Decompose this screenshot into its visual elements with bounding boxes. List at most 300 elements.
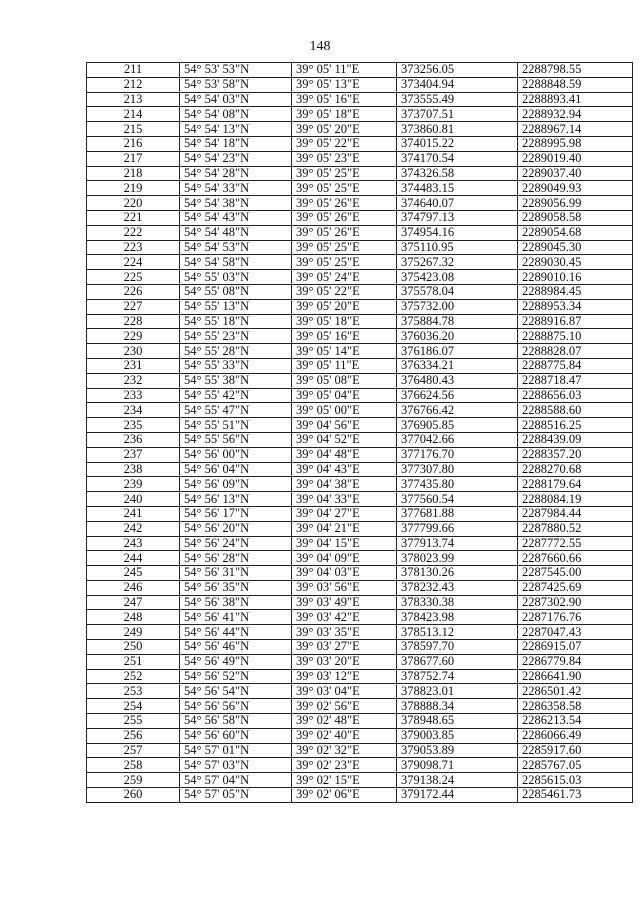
longitude-cell: 39° 04' 09"E bbox=[292, 551, 397, 566]
table-row bbox=[87, 551, 633, 566]
longitude-cell: 39° 04' 43"E bbox=[292, 462, 397, 477]
longitude-cell: 39° 05' 25"E bbox=[292, 166, 397, 181]
longitude-cell: 39° 05' 11"E bbox=[292, 63, 397, 78]
x-coordinate-cell: 377176.70 bbox=[397, 447, 518, 462]
table-row bbox=[87, 358, 633, 373]
table-row bbox=[87, 610, 633, 625]
x-coordinate-cell: 375732.00 bbox=[397, 299, 518, 314]
x-coordinate-cell: 379098.71 bbox=[397, 758, 518, 773]
longitude-cell: 39° 05' 14"E bbox=[292, 344, 397, 359]
x-coordinate-cell: 378130.26 bbox=[397, 566, 518, 581]
latitude-cell: 54° 55' 23"N bbox=[180, 329, 292, 344]
latitude-cell: 54° 56' 44"N bbox=[180, 625, 292, 640]
point-number-cell: 229 bbox=[87, 329, 180, 344]
y-coordinate-cell: 2288588.60 bbox=[518, 403, 633, 418]
y-coordinate-cell: 2288828.07 bbox=[518, 344, 633, 359]
x-coordinate-cell: 378513.12 bbox=[397, 625, 518, 640]
latitude-cell: 54° 56' 35"N bbox=[180, 580, 292, 595]
longitude-cell: 39° 05' 13"E bbox=[292, 77, 397, 92]
latitude-cell: 54° 55' 47"N bbox=[180, 403, 292, 418]
table-row bbox=[87, 255, 633, 270]
x-coordinate-cell: 377681.88 bbox=[397, 506, 518, 521]
x-coordinate-cell: 374170.54 bbox=[397, 151, 518, 166]
point-number-cell: 235 bbox=[87, 418, 180, 433]
y-coordinate-cell: 2287984.44 bbox=[518, 506, 633, 521]
longitude-cell: 39° 04' 27"E bbox=[292, 506, 397, 521]
latitude-cell: 54° 57' 01"N bbox=[180, 743, 292, 758]
latitude-cell: 54° 53' 58"N bbox=[180, 77, 292, 92]
longitude-cell: 39° 05' 20"E bbox=[292, 122, 397, 137]
x-coordinate-cell: 378023.99 bbox=[397, 551, 518, 566]
table-row bbox=[87, 521, 633, 536]
longitude-cell: 39° 02' 06"E bbox=[292, 788, 397, 803]
table-row bbox=[87, 344, 633, 359]
point-number-cell: 218 bbox=[87, 166, 180, 181]
latitude-cell: 54° 56' 00"N bbox=[180, 447, 292, 462]
longitude-cell: 39° 05' 16"E bbox=[292, 92, 397, 107]
table-row bbox=[87, 595, 633, 610]
latitude-cell: 54° 54' 43"N bbox=[180, 210, 292, 225]
longitude-cell: 39° 03' 20"E bbox=[292, 654, 397, 669]
longitude-cell: 39° 05' 23"E bbox=[292, 151, 397, 166]
point-number-cell: 222 bbox=[87, 225, 180, 240]
y-coordinate-cell: 2287425.69 bbox=[518, 580, 633, 595]
x-coordinate-cell: 375110.95 bbox=[397, 240, 518, 255]
point-number-cell: 227 bbox=[87, 299, 180, 314]
point-number-cell: 225 bbox=[87, 270, 180, 285]
point-number-cell: 217 bbox=[87, 151, 180, 166]
table-row bbox=[87, 210, 633, 225]
table-row bbox=[87, 462, 633, 477]
latitude-cell: 54° 56' 60"N bbox=[180, 728, 292, 743]
table-row bbox=[87, 314, 633, 329]
longitude-cell: 39° 05' 26"E bbox=[292, 196, 397, 211]
x-coordinate-cell: 377435.80 bbox=[397, 477, 518, 492]
latitude-cell: 54° 56' 38"N bbox=[180, 595, 292, 610]
y-coordinate-cell: 2289030.45 bbox=[518, 255, 633, 270]
x-coordinate-cell: 376480.43 bbox=[397, 373, 518, 388]
y-coordinate-cell: 2289010.16 bbox=[518, 270, 633, 285]
point-number-cell: 211 bbox=[87, 63, 180, 78]
table-row bbox=[87, 477, 633, 492]
x-coordinate-cell: 374015.22 bbox=[397, 136, 518, 151]
table-row bbox=[87, 788, 633, 803]
longitude-cell: 39° 05' 18"E bbox=[292, 314, 397, 329]
longitude-cell: 39° 05' 25"E bbox=[292, 255, 397, 270]
longitude-cell: 39° 05' 22"E bbox=[292, 136, 397, 151]
longitude-cell: 39° 03' 56"E bbox=[292, 580, 397, 595]
longitude-cell: 39° 05' 00"E bbox=[292, 403, 397, 418]
y-coordinate-cell: 2288848.59 bbox=[518, 77, 633, 92]
y-coordinate-cell: 2286358.58 bbox=[518, 699, 633, 714]
table-row bbox=[87, 743, 633, 758]
latitude-cell: 54° 56' 13"N bbox=[180, 492, 292, 507]
point-number-cell: 253 bbox=[87, 684, 180, 699]
x-coordinate-cell: 375578.04 bbox=[397, 284, 518, 299]
point-number-cell: 238 bbox=[87, 462, 180, 477]
point-number-cell: 236 bbox=[87, 432, 180, 447]
x-coordinate-cell: 378423.98 bbox=[397, 610, 518, 625]
point-number-cell: 260 bbox=[87, 788, 180, 803]
latitude-cell: 54° 56' 54"N bbox=[180, 684, 292, 699]
x-coordinate-cell: 377913.74 bbox=[397, 536, 518, 551]
table-row bbox=[87, 373, 633, 388]
table-row bbox=[87, 625, 633, 640]
latitude-cell: 54° 56' 56"N bbox=[180, 699, 292, 714]
point-number-cell: 220 bbox=[87, 196, 180, 211]
point-number-cell: 216 bbox=[87, 136, 180, 151]
point-number-cell: 240 bbox=[87, 492, 180, 507]
point-number-cell: 233 bbox=[87, 388, 180, 403]
point-number-cell: 244 bbox=[87, 551, 180, 566]
y-coordinate-cell: 2289054.68 bbox=[518, 225, 633, 240]
x-coordinate-cell: 376334.21 bbox=[397, 358, 518, 373]
longitude-cell: 39° 02' 32"E bbox=[292, 743, 397, 758]
table-row bbox=[87, 270, 633, 285]
longitude-cell: 39° 03' 42"E bbox=[292, 610, 397, 625]
table-row bbox=[87, 329, 633, 344]
y-coordinate-cell: 2288516.25 bbox=[518, 418, 633, 433]
table-row bbox=[87, 580, 633, 595]
x-coordinate-cell: 376624.56 bbox=[397, 388, 518, 403]
y-coordinate-cell: 2288967.14 bbox=[518, 122, 633, 137]
longitude-cell: 39° 04' 03"E bbox=[292, 566, 397, 581]
y-coordinate-cell: 2286213.54 bbox=[518, 714, 633, 729]
table-row bbox=[87, 151, 633, 166]
y-coordinate-cell: 2288875.10 bbox=[518, 329, 633, 344]
table-row bbox=[87, 447, 633, 462]
table-row bbox=[87, 714, 633, 729]
x-coordinate-cell: 374797.13 bbox=[397, 210, 518, 225]
x-coordinate-cell: 375884.78 bbox=[397, 314, 518, 329]
y-coordinate-cell: 2287772.55 bbox=[518, 536, 633, 551]
y-coordinate-cell: 2288439.09 bbox=[518, 432, 633, 447]
y-coordinate-cell: 2288179.64 bbox=[518, 477, 633, 492]
point-number-cell: 254 bbox=[87, 699, 180, 714]
longitude-cell: 39° 05' 18"E bbox=[292, 107, 397, 122]
y-coordinate-cell: 2285615.03 bbox=[518, 773, 633, 788]
point-number-cell: 213 bbox=[87, 92, 180, 107]
y-coordinate-cell: 2285767.05 bbox=[518, 758, 633, 773]
coordinates-table bbox=[86, 62, 633, 803]
table-row bbox=[87, 92, 633, 107]
latitude-cell: 54° 54' 33"N bbox=[180, 181, 292, 196]
y-coordinate-cell: 2289037.40 bbox=[518, 166, 633, 181]
longitude-cell: 39° 03' 27"E bbox=[292, 640, 397, 655]
x-coordinate-cell: 378232.43 bbox=[397, 580, 518, 595]
table-row bbox=[87, 654, 633, 669]
longitude-cell: 39° 05' 25"E bbox=[292, 181, 397, 196]
point-number-cell: 223 bbox=[87, 240, 180, 255]
point-number-cell: 228 bbox=[87, 314, 180, 329]
latitude-cell: 54° 56' 41"N bbox=[180, 610, 292, 625]
latitude-cell: 54° 55' 28"N bbox=[180, 344, 292, 359]
longitude-cell: 39° 02' 48"E bbox=[292, 714, 397, 729]
longitude-cell: 39° 05' 08"E bbox=[292, 373, 397, 388]
table-row bbox=[87, 669, 633, 684]
y-coordinate-cell: 2288357.20 bbox=[518, 447, 633, 462]
x-coordinate-cell: 379053.89 bbox=[397, 743, 518, 758]
table-row bbox=[87, 166, 633, 181]
longitude-cell: 39° 05' 24"E bbox=[292, 270, 397, 285]
point-number-cell: 242 bbox=[87, 521, 180, 536]
point-number-cell: 219 bbox=[87, 181, 180, 196]
x-coordinate-cell: 373256.05 bbox=[397, 63, 518, 78]
latitude-cell: 54° 55' 38"N bbox=[180, 373, 292, 388]
point-number-cell: 258 bbox=[87, 758, 180, 773]
x-coordinate-cell: 376186.07 bbox=[397, 344, 518, 359]
y-coordinate-cell: 2288798.55 bbox=[518, 63, 633, 78]
latitude-cell: 54° 54' 38"N bbox=[180, 196, 292, 211]
longitude-cell: 39° 03' 04"E bbox=[292, 684, 397, 699]
longitude-cell: 39° 05' 25"E bbox=[292, 240, 397, 255]
x-coordinate-cell: 378597.70 bbox=[397, 640, 518, 655]
point-number-cell: 252 bbox=[87, 669, 180, 684]
x-coordinate-cell: 378677.60 bbox=[397, 654, 518, 669]
point-number-cell: 259 bbox=[87, 773, 180, 788]
y-coordinate-cell: 2289019.40 bbox=[518, 151, 633, 166]
x-coordinate-cell: 376766.42 bbox=[397, 403, 518, 418]
latitude-cell: 54° 56' 28"N bbox=[180, 551, 292, 566]
coordinates-table-body bbox=[87, 63, 633, 803]
y-coordinate-cell: 2287880.52 bbox=[518, 521, 633, 536]
point-number-cell: 245 bbox=[87, 566, 180, 581]
point-number-cell: 230 bbox=[87, 344, 180, 359]
y-coordinate-cell: 2288084.19 bbox=[518, 492, 633, 507]
y-coordinate-cell: 2285461.73 bbox=[518, 788, 633, 803]
x-coordinate-cell: 378948.65 bbox=[397, 714, 518, 729]
x-coordinate-cell: 379172.44 bbox=[397, 788, 518, 803]
table-row bbox=[87, 492, 633, 507]
latitude-cell: 54° 57' 05"N bbox=[180, 788, 292, 803]
y-coordinate-cell: 2285917.60 bbox=[518, 743, 633, 758]
x-coordinate-cell: 375267.32 bbox=[397, 255, 518, 270]
x-coordinate-cell: 373707.51 bbox=[397, 107, 518, 122]
x-coordinate-cell: 373555.49 bbox=[397, 92, 518, 107]
point-number-cell: 212 bbox=[87, 77, 180, 92]
latitude-cell: 54° 54' 03"N bbox=[180, 92, 292, 107]
point-number-cell: 249 bbox=[87, 625, 180, 640]
point-number-cell: 232 bbox=[87, 373, 180, 388]
point-number-cell: 226 bbox=[87, 284, 180, 299]
y-coordinate-cell: 2287545.00 bbox=[518, 566, 633, 581]
longitude-cell: 39° 02' 15"E bbox=[292, 773, 397, 788]
latitude-cell: 54° 54' 18"N bbox=[180, 136, 292, 151]
longitude-cell: 39° 05' 11"E bbox=[292, 358, 397, 373]
y-coordinate-cell: 2286501.42 bbox=[518, 684, 633, 699]
latitude-cell: 54° 55' 42"N bbox=[180, 388, 292, 403]
longitude-cell: 39° 04' 21"E bbox=[292, 521, 397, 536]
latitude-cell: 54° 56' 17"N bbox=[180, 506, 292, 521]
latitude-cell: 54° 56' 31"N bbox=[180, 566, 292, 581]
point-number-cell: 255 bbox=[87, 714, 180, 729]
y-coordinate-cell: 2288984.45 bbox=[518, 284, 633, 299]
y-coordinate-cell: 2286779.84 bbox=[518, 654, 633, 669]
y-coordinate-cell: 2286915.07 bbox=[518, 640, 633, 655]
table-row bbox=[87, 181, 633, 196]
x-coordinate-cell: 374954.16 bbox=[397, 225, 518, 240]
x-coordinate-cell: 378330.38 bbox=[397, 595, 518, 610]
latitude-cell: 54° 56' 49"N bbox=[180, 654, 292, 669]
x-coordinate-cell: 374483.15 bbox=[397, 181, 518, 196]
x-coordinate-cell: 377307.80 bbox=[397, 462, 518, 477]
table-row bbox=[87, 640, 633, 655]
page-number: 148 bbox=[309, 39, 331, 54]
y-coordinate-cell: 2288775.84 bbox=[518, 358, 633, 373]
longitude-cell: 39° 05' 16"E bbox=[292, 329, 397, 344]
latitude-cell: 54° 53' 53"N bbox=[180, 63, 292, 78]
latitude-cell: 54° 56' 52"N bbox=[180, 669, 292, 684]
y-coordinate-cell: 2288270.68 bbox=[518, 462, 633, 477]
latitude-cell: 54° 54' 23"N bbox=[180, 151, 292, 166]
y-coordinate-cell: 2288916.87 bbox=[518, 314, 633, 329]
point-number-cell: 247 bbox=[87, 595, 180, 610]
longitude-cell: 39° 02' 23"E bbox=[292, 758, 397, 773]
point-number-cell: 239 bbox=[87, 477, 180, 492]
latitude-cell: 54° 57' 04"N bbox=[180, 773, 292, 788]
longitude-cell: 39° 05' 26"E bbox=[292, 210, 397, 225]
longitude-cell: 39° 04' 48"E bbox=[292, 447, 397, 462]
latitude-cell: 54° 56' 04"N bbox=[180, 462, 292, 477]
x-coordinate-cell: 375423.08 bbox=[397, 270, 518, 285]
y-coordinate-cell: 2286641.90 bbox=[518, 669, 633, 684]
table-row bbox=[87, 699, 633, 714]
table-row bbox=[87, 299, 633, 314]
table-row bbox=[87, 388, 633, 403]
table-row bbox=[87, 77, 633, 92]
x-coordinate-cell: 377799.66 bbox=[397, 521, 518, 536]
longitude-cell: 39° 03' 35"E bbox=[292, 625, 397, 640]
table-row bbox=[87, 432, 633, 447]
point-number-cell: 237 bbox=[87, 447, 180, 462]
point-number-cell: 256 bbox=[87, 728, 180, 743]
latitude-cell: 54° 55' 56"N bbox=[180, 432, 292, 447]
longitude-cell: 39° 05' 26"E bbox=[292, 225, 397, 240]
x-coordinate-cell: 373404.94 bbox=[397, 77, 518, 92]
latitude-cell: 54° 55' 08"N bbox=[180, 284, 292, 299]
table-row bbox=[87, 758, 633, 773]
table-row bbox=[87, 284, 633, 299]
point-number-cell: 246 bbox=[87, 580, 180, 595]
y-coordinate-cell: 2286066.49 bbox=[518, 728, 633, 743]
latitude-cell: 54° 54' 13"N bbox=[180, 122, 292, 137]
longitude-cell: 39° 04' 33"E bbox=[292, 492, 397, 507]
x-coordinate-cell: 379003.85 bbox=[397, 728, 518, 743]
point-number-cell: 231 bbox=[87, 358, 180, 373]
table-row bbox=[87, 107, 633, 122]
x-coordinate-cell: 376036.20 bbox=[397, 329, 518, 344]
point-number-cell: 251 bbox=[87, 654, 180, 669]
longitude-cell: 39° 04' 38"E bbox=[292, 477, 397, 492]
point-number-cell: 214 bbox=[87, 107, 180, 122]
latitude-cell: 54° 54' 48"N bbox=[180, 225, 292, 240]
point-number-cell: 234 bbox=[87, 403, 180, 418]
latitude-cell: 54° 56' 58"N bbox=[180, 714, 292, 729]
table-row bbox=[87, 536, 633, 551]
table-row bbox=[87, 225, 633, 240]
x-coordinate-cell: 378752.74 bbox=[397, 669, 518, 684]
y-coordinate-cell: 2288656.03 bbox=[518, 388, 633, 403]
y-coordinate-cell: 2288893.41 bbox=[518, 92, 633, 107]
latitude-cell: 54° 55' 33"N bbox=[180, 358, 292, 373]
latitude-cell: 54° 55' 18"N bbox=[180, 314, 292, 329]
latitude-cell: 54° 56' 46"N bbox=[180, 640, 292, 655]
latitude-cell: 54° 54' 28"N bbox=[180, 166, 292, 181]
longitude-cell: 39° 05' 20"E bbox=[292, 299, 397, 314]
latitude-cell: 54° 54' 08"N bbox=[180, 107, 292, 122]
table-row bbox=[87, 240, 633, 255]
longitude-cell: 39° 04' 15"E bbox=[292, 536, 397, 551]
latitude-cell: 54° 56' 24"N bbox=[180, 536, 292, 551]
table-row bbox=[87, 136, 633, 151]
y-coordinate-cell: 2288995.98 bbox=[518, 136, 633, 151]
x-coordinate-cell: 377042.66 bbox=[397, 432, 518, 447]
x-coordinate-cell: 378823.01 bbox=[397, 684, 518, 699]
point-number-cell: 241 bbox=[87, 506, 180, 521]
y-coordinate-cell: 2288953.34 bbox=[518, 299, 633, 314]
x-coordinate-cell: 374326.58 bbox=[397, 166, 518, 181]
longitude-cell: 39° 02' 40"E bbox=[292, 728, 397, 743]
table-row bbox=[87, 684, 633, 699]
longitude-cell: 39° 03' 12"E bbox=[292, 669, 397, 684]
table-row bbox=[87, 63, 633, 78]
y-coordinate-cell: 2289045.30 bbox=[518, 240, 633, 255]
point-number-cell: 248 bbox=[87, 610, 180, 625]
table-row bbox=[87, 418, 633, 433]
latitude-cell: 54° 55' 13"N bbox=[180, 299, 292, 314]
table-row bbox=[87, 728, 633, 743]
table-row bbox=[87, 403, 633, 418]
x-coordinate-cell: 377560.54 bbox=[397, 492, 518, 507]
x-coordinate-cell: 378888.34 bbox=[397, 699, 518, 714]
latitude-cell: 54° 56' 09"N bbox=[180, 477, 292, 492]
point-number-cell: 224 bbox=[87, 255, 180, 270]
point-number-cell: 257 bbox=[87, 743, 180, 758]
longitude-cell: 39° 04' 56"E bbox=[292, 418, 397, 433]
y-coordinate-cell: 2288718.47 bbox=[518, 373, 633, 388]
y-coordinate-cell: 2289056.99 bbox=[518, 196, 633, 211]
y-coordinate-cell: 2288932.94 bbox=[518, 107, 633, 122]
table-row bbox=[87, 506, 633, 521]
latitude-cell: 54° 54' 58"N bbox=[180, 255, 292, 270]
latitude-cell: 54° 54' 53"N bbox=[180, 240, 292, 255]
longitude-cell: 39° 05' 22"E bbox=[292, 284, 397, 299]
y-coordinate-cell: 2287047.43 bbox=[518, 625, 633, 640]
x-coordinate-cell: 379138.24 bbox=[397, 773, 518, 788]
y-coordinate-cell: 2289049.93 bbox=[518, 181, 633, 196]
table-row bbox=[87, 566, 633, 581]
point-number-cell: 215 bbox=[87, 122, 180, 137]
latitude-cell: 54° 55' 51"N bbox=[180, 418, 292, 433]
point-number-cell: 243 bbox=[87, 536, 180, 551]
longitude-cell: 39° 05' 04"E bbox=[292, 388, 397, 403]
y-coordinate-cell: 2287660.66 bbox=[518, 551, 633, 566]
latitude-cell: 54° 56' 20"N bbox=[180, 521, 292, 536]
y-coordinate-cell: 2289058.58 bbox=[518, 210, 633, 225]
x-coordinate-cell: 374640.07 bbox=[397, 196, 518, 211]
table-row bbox=[87, 122, 633, 137]
x-coordinate-cell: 376905.85 bbox=[397, 418, 518, 433]
table-row bbox=[87, 773, 633, 788]
longitude-cell: 39° 03' 49"E bbox=[292, 595, 397, 610]
point-number-cell: 250 bbox=[87, 640, 180, 655]
x-coordinate-cell: 373860.81 bbox=[397, 122, 518, 137]
latitude-cell: 54° 57' 03"N bbox=[180, 758, 292, 773]
y-coordinate-cell: 2287176.76 bbox=[518, 610, 633, 625]
latitude-cell: 54° 55' 03"N bbox=[180, 270, 292, 285]
point-number-cell: 221 bbox=[87, 210, 180, 225]
longitude-cell: 39° 02' 56"E bbox=[292, 699, 397, 714]
